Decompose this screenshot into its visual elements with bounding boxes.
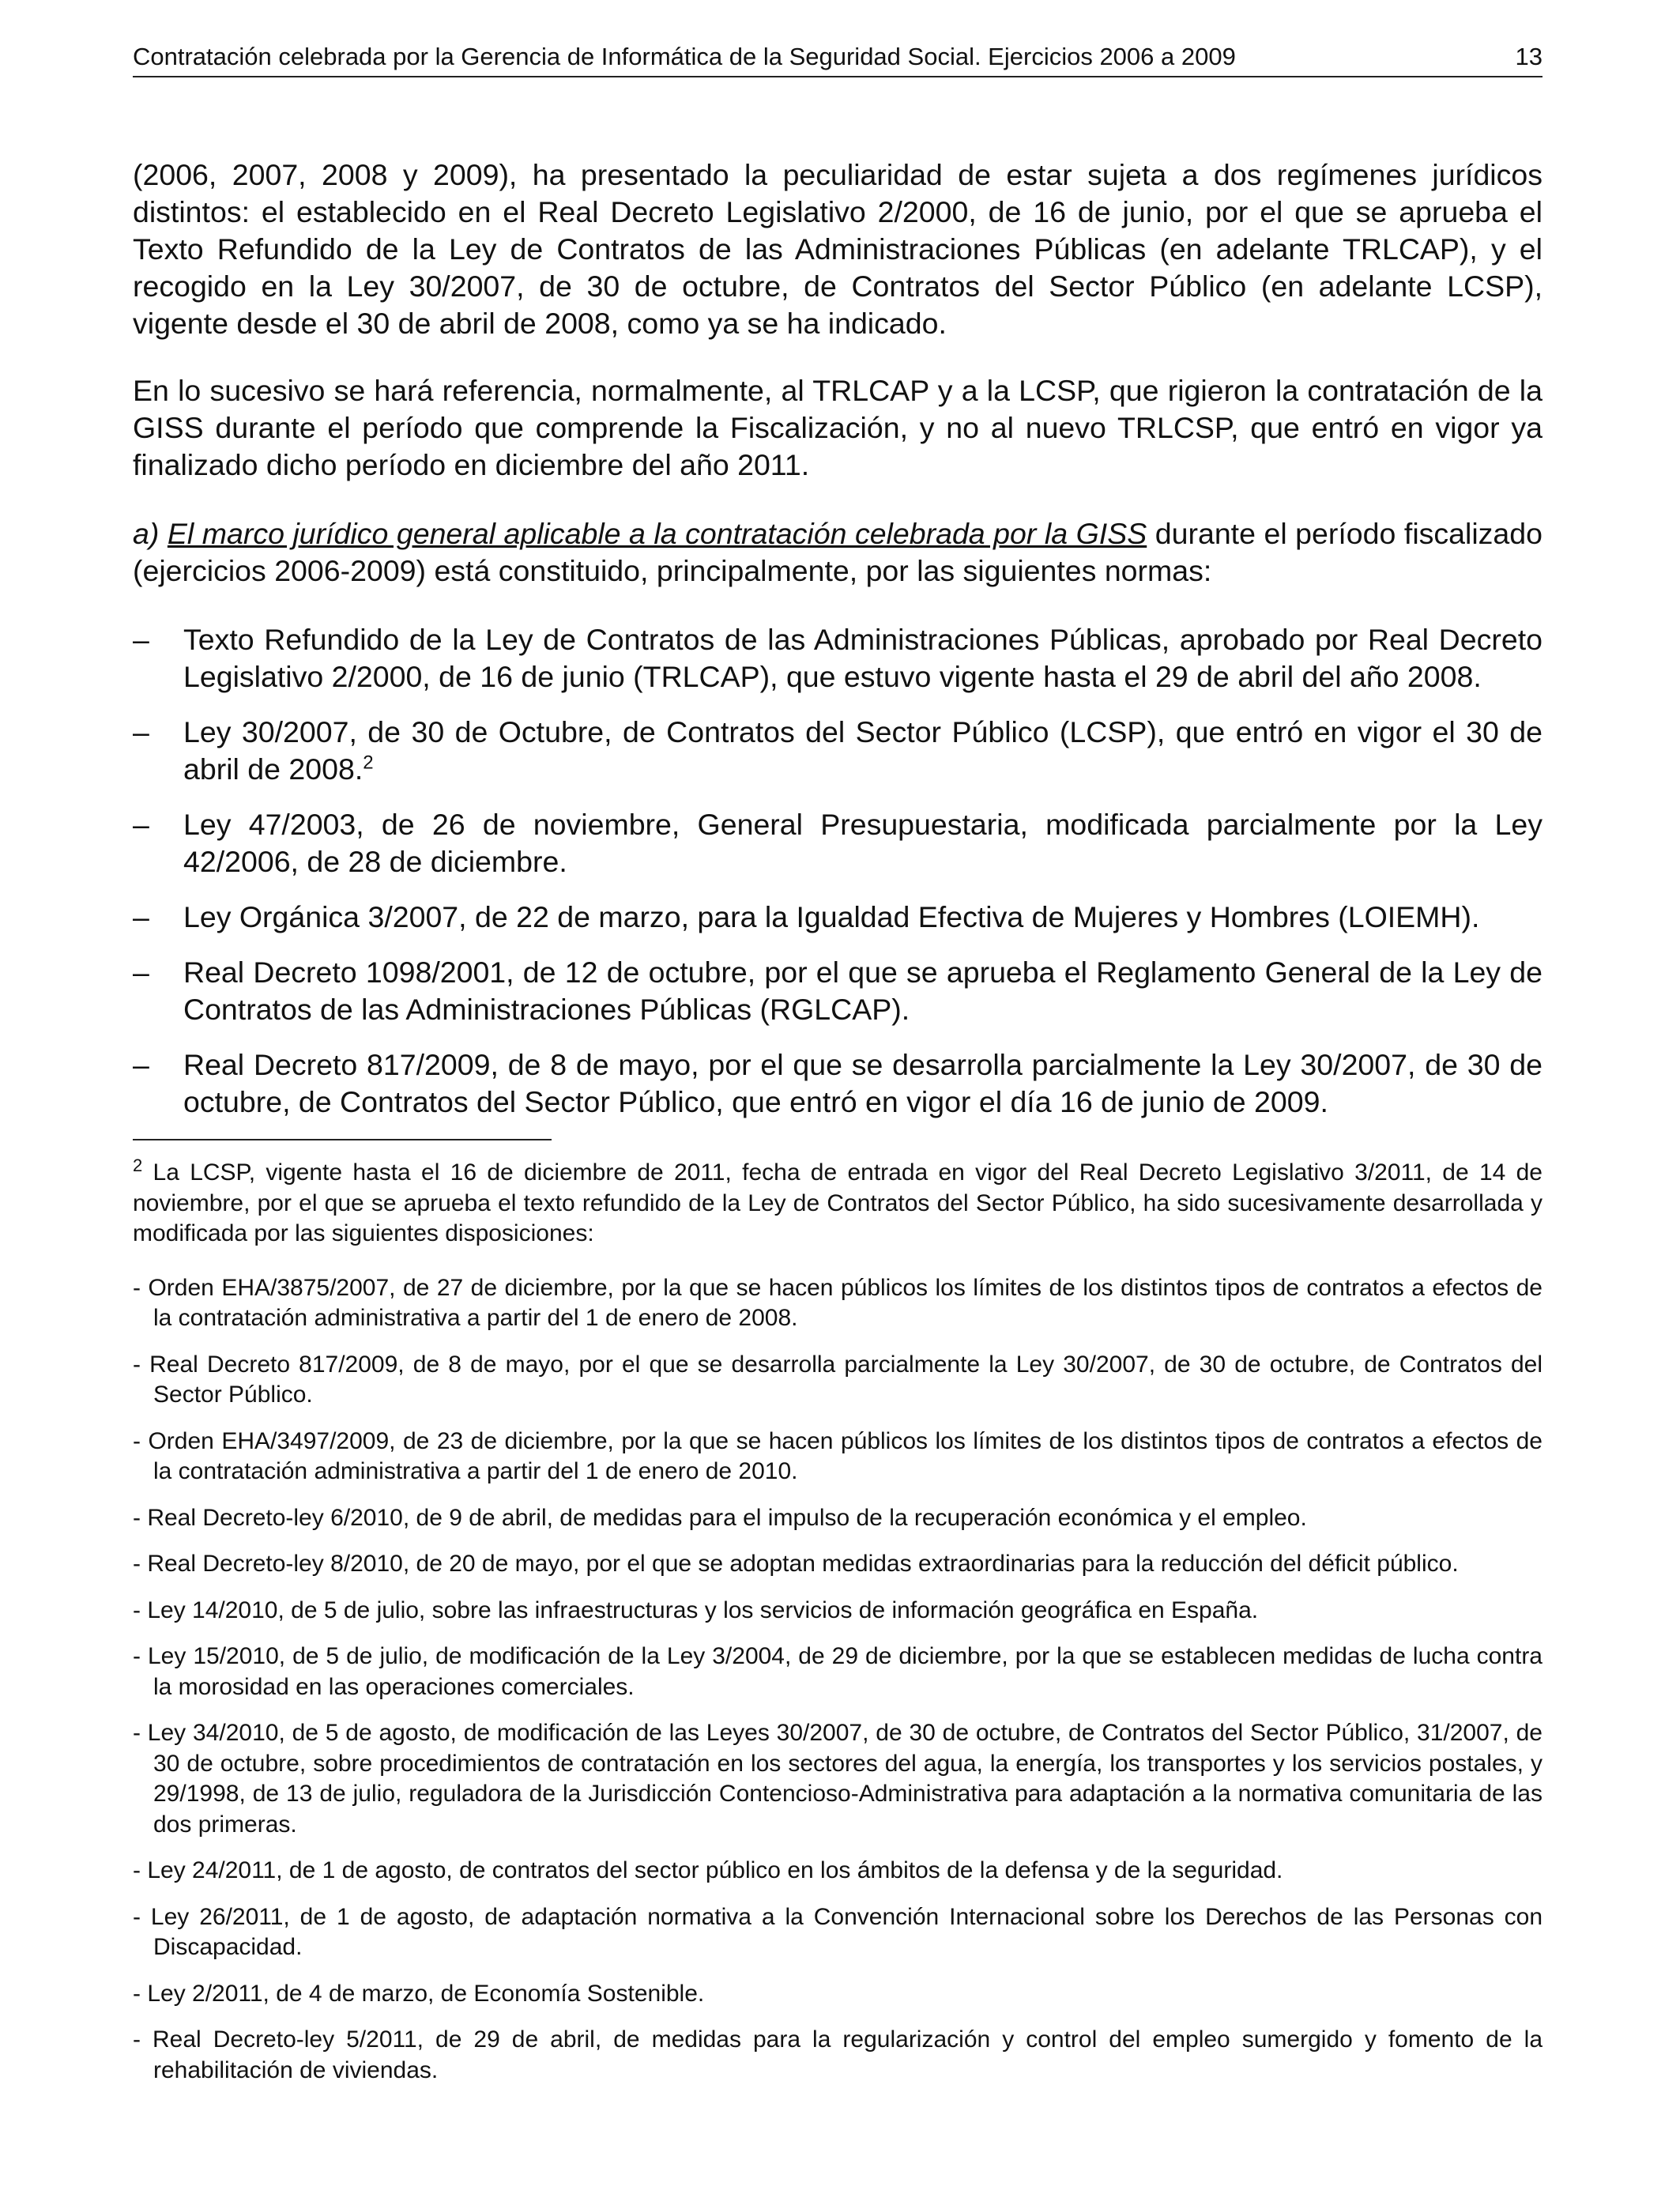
list-item-text: Real Decreto 1098/2001, de 12 de octubre, por el que se aprueba el Reglamento General de la Ley de Contratos de las Administraciones Públicas (RGLCAP). [183,956,1543,1026]
paragraph-text: durante el período fiscalizado (ejercicios 2006-2009) está constituido, principalmente, por las siguientes normas: [133,517,1543,587]
paragraph-references: En lo sucesivo se hará referencia, normalmente, al TRLCAP y a la LCSP, que rigieron la contratación de la GISS durante el período que comprende la Fiscalización, y no al nuevo TRLCSP, que entró en vigor ya finalizado dicho período en diciembre del año 2011. [133,374,1543,481]
paragraph-legal-regimes: (2006, 2007, 2008 y 2009), ha presentado la peculiaridad de estar sujeta a dos regímenes jurídicos distintos: el establecido en el Real Decreto Legislativo 2/2000, de 16 de junio, por el que se aprueba el Texto Refundido de la Ley de Contratos de las Administraciones Públicas (en adelante TRLCAP), y el recogido en la Ley 30/2007, de 30 de octubre, de Contratos del Sector Público (en adelante LCSP), vigente desde el 30 de abril de 2008, como ya se ha indicado. [133,158,1543,340]
section-letter: a) [133,517,168,550]
dash-bullet: – [133,715,149,748]
footnote-item: - Real Decreto 817/2009, de 8 de mayo, por el que se desarrolla parcialmente la Ley 30/2007, de 30 de octubre, de Contratos del Sector Público. [133,1351,1543,1408]
paragraph-legal-framework [133,515,1543,590]
list-item-text: Ley 47/2003, de 26 de noviembre, General Presupuestaria, modificada parcialmente por la Ley 42/2006, de 28 de diciembre. [183,808,1543,878]
footnote-list [133,1273,1543,2087]
footnote-item: - Ley 26/2011, de 1 de agosto, de adaptación normativa a la Convención Internacional sobre los Derechos de las Personas con Discapacidad. [133,1903,1543,1960]
running-header [133,41,1543,77]
dash-bullet: – [133,623,149,656]
dash-bullet: – [133,900,149,933]
footnote-number: 2 [133,1155,143,1175]
page-number: 13 [1515,43,1543,70]
list-item [133,714,1543,788]
header-title: Contratación celebrada por la Gerencia de Informática de la Seguridad Social. Ejercicios 2006 a 2009 [133,43,1236,70]
footnote-item: - Ley 15/2010, de 5 de julio, de modificación de la Ley 3/2004, de 29 de diciembre, por la que se establecen medidas de lucha contra la morosidad en las operaciones comerciales. [133,1643,1543,1700]
document-page [133,41,1543,2102]
footnote-item: - Ley 24/2011, de 1 de agosto, de contratos del sector público en los ámbitos de la defensa y de la seguridad. [133,1857,1283,1883]
footnote-item: - Ley 14/2010, de 5 de julio, sobre las infraestructuras y los servicios de información geográfica en España. [133,1596,1259,1623]
footnote-reference[interactable]: 2 [363,752,374,774]
regulations-list [133,621,1543,1121]
footnote-item: - Orden EHA/3497/2009, de 23 de diciembre, por la que se hacen públicos los límites de los distintos tipos de contratos a efectos de la contratación administrativa a partir del 1 de enero de 2010. [133,1427,1543,1484]
list-item-text: Ley Orgánica 3/2007, de 22 de marzo, para la Igualdad Efectiva de Mujeres y Hombres (LOIEMH). [183,900,1480,933]
list-item [133,954,1543,1028]
list-item [133,806,1543,880]
section-heading-underlined: El marco jurídico general aplicable a la contratación celebrada por la GISS [167,517,1147,550]
dash-bullet: – [133,808,149,841]
footnote-item: - Real Decreto-ley 6/2010, de 9 de abril, de medidas para el impulso de la recuperación económica y el empleo. [133,1504,1307,1531]
footnote-item: - Ley 34/2010, de 5 de agosto, de modificación de las Leyes 30/2007, de 30 de octubre, de Contratos del Sector Público, 31/2007, de 30 de octubre, sobre procedimientos de contratación en los sectores del agua, la energía, los transportes y los servicios postales, y 29/1998, de 13 de julio, reguladora de la Jurisdicción Contencioso-Administrativa para adaptación a la normativa comunitaria de las dos primeras. [133,1720,1543,1838]
footnote-item: - Ley 2/2011, de 4 de marzo, de Economía Sostenible. [133,1980,705,2007]
footnote-intro [133,1155,1543,1250]
footnote-item: - Real Decreto-ley 5/2011, de 29 de abril, de medidas para la regularización y control del empleo sumergido y fomento de la rehabilitación de viviendas. [133,2026,1543,2083]
list-item-text: Texto Refundido de la Ley de Contratos de las Administraciones Públicas, aprobado por Real Decreto Legislativo 2/2000, de 16 de junio (TRLCAP), que estuvo vigente hasta el 29 de abril del año 2008. [183,623,1543,693]
footnote-text: La LCSP, vigente hasta el 16 de diciembre de 2011, fecha de entrada en vigor del Real Decreto Legislativo 3/2011, de 14 de noviembre, por el que se aprueba el texto refundido de la Ley de Contratos del Sector Público, ha sido sucesivamente desarrollada y modificada por las siguientes disposiciones: [133,1159,1543,1246]
list-item-text: Ley 30/2007, de 30 de Octubre, de Contratos del Sector Público (LCSP), que entró en vigor el 30 de abril de 2008. [183,715,1543,786]
footnote-item: - Orden EHA/3875/2007, de 27 de diciembre, por la que se hacen públicos los límites de los distintos tipos de contratos a efectos de la contratación administrativa a partir del 1 de enero de 2008. [133,1274,1543,1331]
list-item-text: Real Decreto 817/2009, de 8 de mayo, por el que se desarrolla parcialmente la Ley 30/2007, de 30 de octubre, de Contratos del Sector Público, que entró en vigor el día 16 de junio de 2009. [183,1048,1543,1118]
footnote-separator [133,1139,552,1140]
list-item [133,1046,1543,1121]
footnote-item: - Real Decreto-ley 8/2010, de 20 de mayo, por el que se adoptan medidas extraordinarias para la reducción del déficit público. [133,1551,1459,1577]
dash-bullet: – [133,1048,149,1081]
list-item [133,621,1543,696]
dash-bullet: – [133,956,149,989]
list-item [133,899,1543,936]
